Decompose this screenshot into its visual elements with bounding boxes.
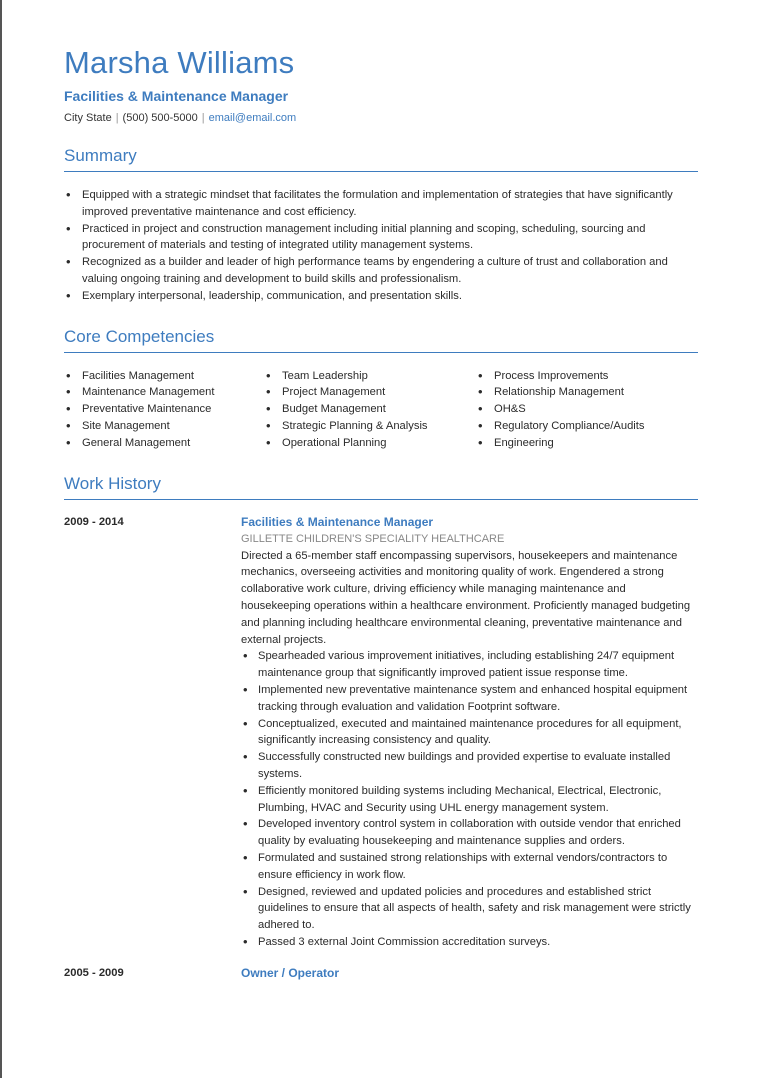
summary-list — [64, 187, 698, 305]
competency-item: • Preventative Maintenance — [64, 401, 264, 418]
competency-item: • Process Improvements — [476, 368, 696, 385]
job-achievement: • Formulated and sustained strong relationships with external vendors/contractors to ensure efficiency in work flow. — [241, 850, 698, 884]
job-body — [241, 514, 698, 951]
summary-item: • Recognized as a builder and leader of high performance teams by engendering a culture of trust and collaboration and valuing ongoing training and development to build skills and professionalism. — [64, 254, 698, 288]
job-company: GILLETTE CHILDREN'S SPECIALITY HEALTHCARE — [241, 532, 505, 545]
job-achievement: • Successfully constructed new buildings and provided expertise to evaluate installed systems. — [241, 749, 698, 783]
job-achievement: • Spearheaded various improvement initiatives, including establishing 24/7 equipment maintenance group that significantly improved patient issue response time. — [241, 648, 698, 682]
summary-item: • Practiced in project and construction management including initial planning and scoping, scheduling, sourcing and procurement of materials and testing of integrated utility management systems. — [64, 221, 698, 255]
summary-item: • Equipped with a strategic mindset that facilitates the formulation and implementation of strategies that have significantly improved preventative maintenance and cost efficiency. — [64, 187, 698, 221]
competency-item: • Maintenance Management — [64, 384, 264, 401]
job-achievement: • Developed inventory control system in collaboration with outside vendor that enriched quality by evaluating housekeeping and maintenance supplies and orders. — [241, 816, 698, 850]
competency-item: • Regulatory Compliance/Audits — [476, 418, 696, 435]
contact-separator: | — [201, 112, 205, 124]
job-position: Facilities & Maintenance Manager — [241, 514, 434, 529]
job-achievement: • Passed 3 external Joint Commission accreditation surveys. — [241, 934, 698, 951]
candidate-name: Marsha Williams — [64, 45, 295, 80]
job-dates: 2009 - 2014 — [64, 515, 124, 528]
job-achievement: • Conceptualized, executed and maintained maintenance procedures for all equipment, significantly increasing consistency and quality. — [241, 716, 698, 750]
competencies-column — [264, 368, 476, 452]
competency-item: • Site Management — [64, 418, 264, 435]
contact-phone: (500) 500-5000 — [122, 112, 198, 124]
section-title-competencies: Core Competencies — [64, 327, 698, 353]
competency-item: • Operational Planning — [264, 435, 476, 452]
job-position: Owner / Operator — [241, 965, 340, 980]
resume-header — [64, 44, 698, 124]
competency-item: • General Management — [64, 435, 264, 452]
job-entry — [64, 965, 698, 982]
job-description: Directed a 65-member staff encompassing supervisors, housekeepers and maintenance mechanics, overseeing activities and monitoring quality of work. Engendered a strong collaborative work culture, driving efficiency while managing maintenance and housekeeping operations within a healthcare environment. Proficiently managed budgeting and planning including healthcare environmental cleaning, preventative maintenance and external projects. — [241, 549, 691, 646]
contact-email[interactable]: email@email.com — [208, 112, 297, 124]
candidate-title: Facilities & Maintenance Manager — [64, 88, 289, 104]
competency-item: • Relationship Management — [476, 384, 696, 401]
job-entry — [64, 514, 698, 951]
competency-item: • Facilities Management — [64, 368, 264, 385]
job-dates: 2005 - 2009 — [64, 966, 124, 979]
competencies-column — [476, 368, 696, 452]
job-achievement: • Implemented new preventative maintenance system and enhanced hospital equipment tracking through evaluation and validation Footprint software. — [241, 682, 698, 716]
contact-separator: | — [115, 112, 119, 124]
contact-line — [64, 112, 698, 124]
job-achievement: • Efficiently monitored building systems including Mechanical, Electrical, Electronic, Plumbing, HVAC and Security using UHL energy management system. — [241, 783, 698, 817]
job-achievement: • Designed, reviewed and updated policies and procedures and established strict guidelines to ensure that all aspects of health, safety and risk management were strictly adhered to. — [241, 884, 698, 934]
competency-item: • OH&S — [476, 401, 696, 418]
section-title-summary: Summary — [64, 146, 698, 172]
contact-location: City State — [64, 112, 112, 124]
competency-item: • Strategic Planning & Analysis — [264, 418, 476, 435]
competencies-grid — [64, 368, 698, 452]
competencies-column — [64, 368, 264, 452]
competency-item: • Engineering — [476, 435, 696, 452]
page-border — [0, 0, 2, 1078]
competency-item: • Budget Management — [264, 401, 476, 418]
job-achievements — [241, 648, 698, 950]
summary-item: • Exemplary interpersonal, leadership, communication, and presentation skills. — [64, 288, 698, 305]
job-body — [241, 965, 698, 982]
competency-item: • Team Leadership — [264, 368, 476, 385]
section-title-work-history: Work History — [64, 474, 698, 500]
competency-item: • Project Management — [264, 384, 476, 401]
resume-page — [64, 40, 698, 982]
